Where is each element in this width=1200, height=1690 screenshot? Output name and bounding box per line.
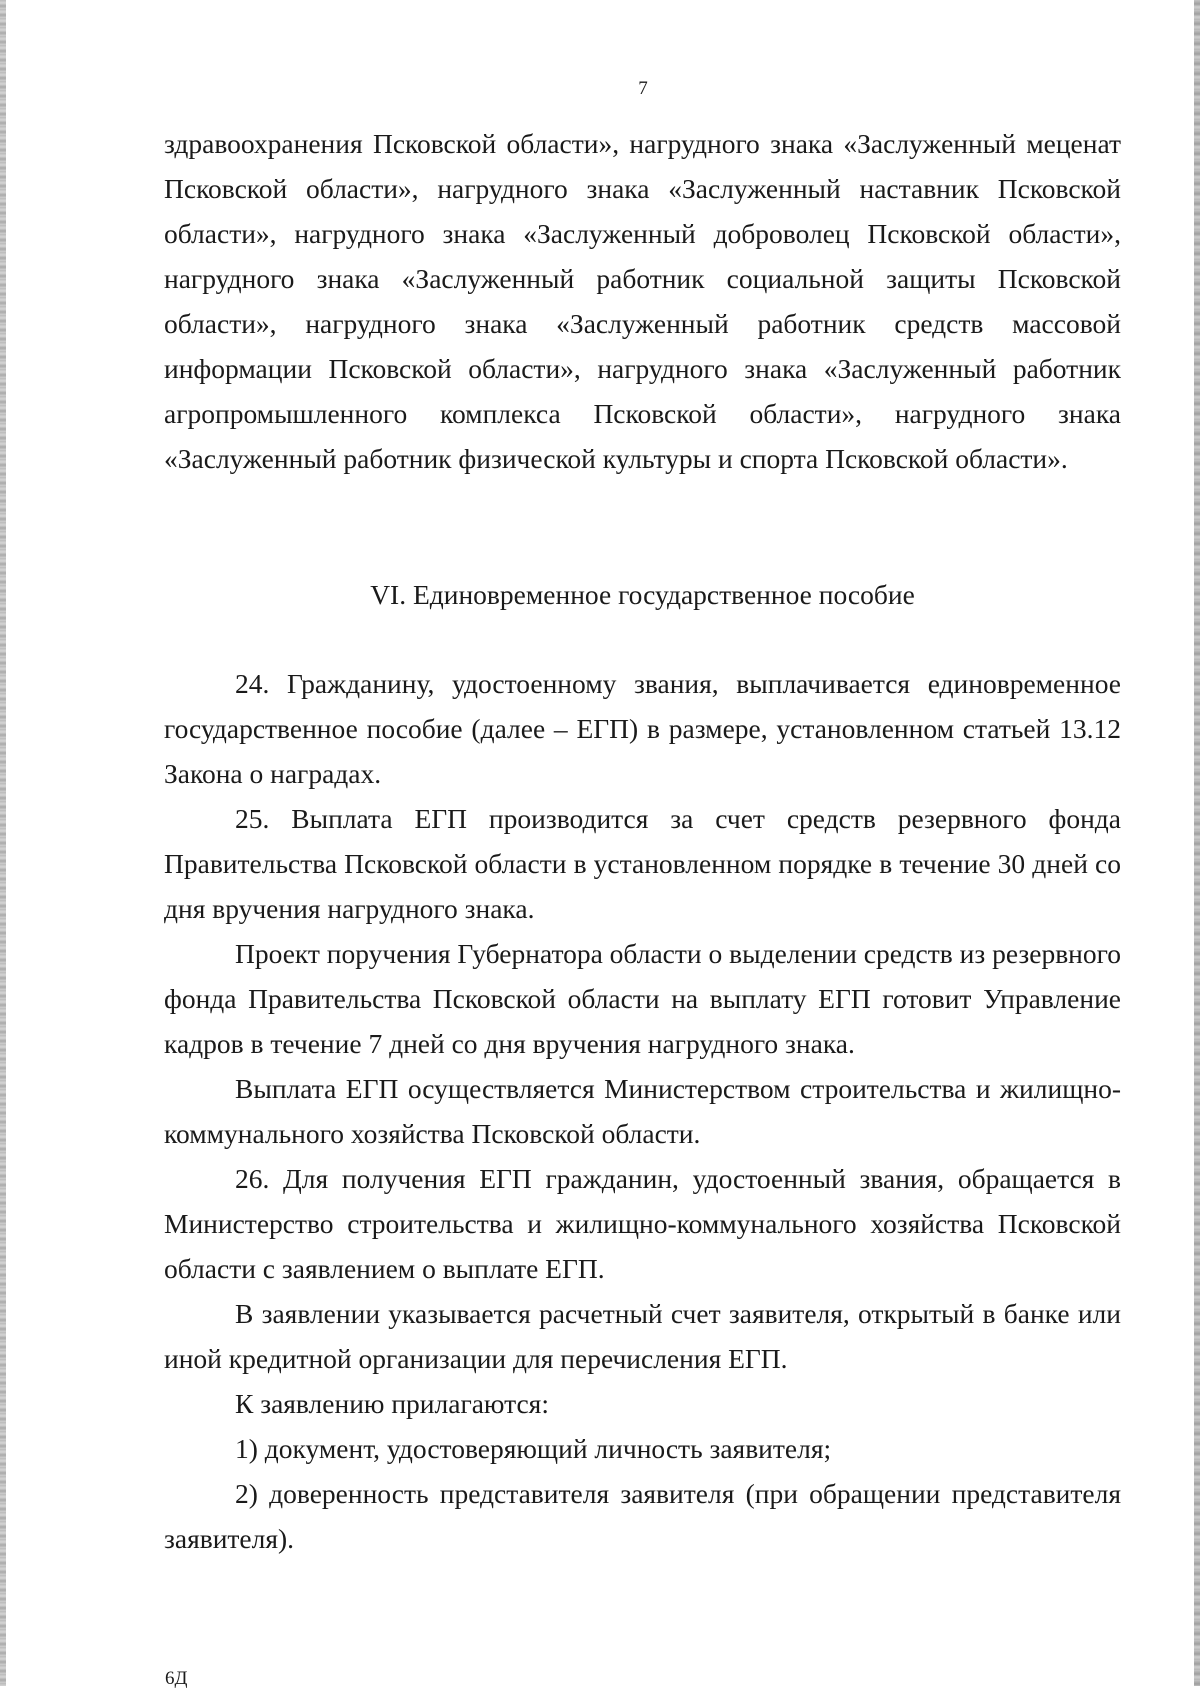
intro-paragraph: здравоохранения Псковской области», нагрудного знака «Заслуженный меценат Псковской области», нагрудного знака «Заслуженный наставник Псковской области», нагрудного знака «Заслуженный доброволец Псковской области», нагрудного знака «Заслуженный работник социальной защиты Псковской области», нагрудного знака «Заслуженный работник средств массовой информации Псковской области», нагрудного знака «Заслуженный работник агропромышленного комплекса Псковской области», нагрудного знака «Заслуженный работник физической культуры и спорта Псковской области». <box>164 128 1121 474</box>
scan-edge-left <box>0 0 6 1686</box>
paragraph-25: 25. Выплата ЕГП производится за счет средств резервного фонда Правительства Псковской области в установленном порядке в течение 30 дней со дня вручения нагрудного знака. <box>164 803 1121 924</box>
paragraph-payment-ministry: Выплата ЕГП осуществляется Министерством строительства и жилищно-коммунального хозяйства Псковской области. <box>164 1073 1121 1149</box>
paragraph-24: 24. Гражданину, удостоенному звания, выплачивается единовременное государственное пособие (далее – ЕГП) в размере, установленном статьей 13.12 Закона о наградах. <box>164 668 1121 789</box>
list-item-2: 2) доверенность представителя заявителя (при обращении представителя заявителя). <box>164 1478 1121 1554</box>
footer-code: 6Д <box>165 1668 188 1689</box>
main-text-block <box>164 661 1121 1561</box>
paragraph-application-account: В заявлении указывается расчетный счет заявителя, открытый в банке или иной кредитной организации для перечисления ЕГП. <box>164 1298 1121 1374</box>
paragraph-draft-order: Проект поручения Губернатора области о выделении средств из резервного фонда Правительства Псковской области на выплату ЕГП готовит Управление кадров в течение 7 дней со дня вручения нагрудного знака. <box>164 938 1121 1059</box>
paragraph-attachments-intro: К заявлению прилагаются: <box>235 1388 549 1419</box>
list-item-1: 1) документ, удостоверяющий личность заявителя; <box>235 1433 832 1464</box>
paragraph-26: 26. Для получения ЕГП гражданин, удостоенный звания, обращается в Министерство строительства и жилищно-коммунального хозяйства Псковской области с заявлением о выплате ЕГП. <box>164 1163 1121 1284</box>
page-number: 7 <box>638 78 648 99</box>
section-heading: VI. Единовременное государственное пособие <box>370 579 915 610</box>
intro-text-block <box>164 121 1121 481</box>
scan-edge-right <box>1194 0 1200 1686</box>
